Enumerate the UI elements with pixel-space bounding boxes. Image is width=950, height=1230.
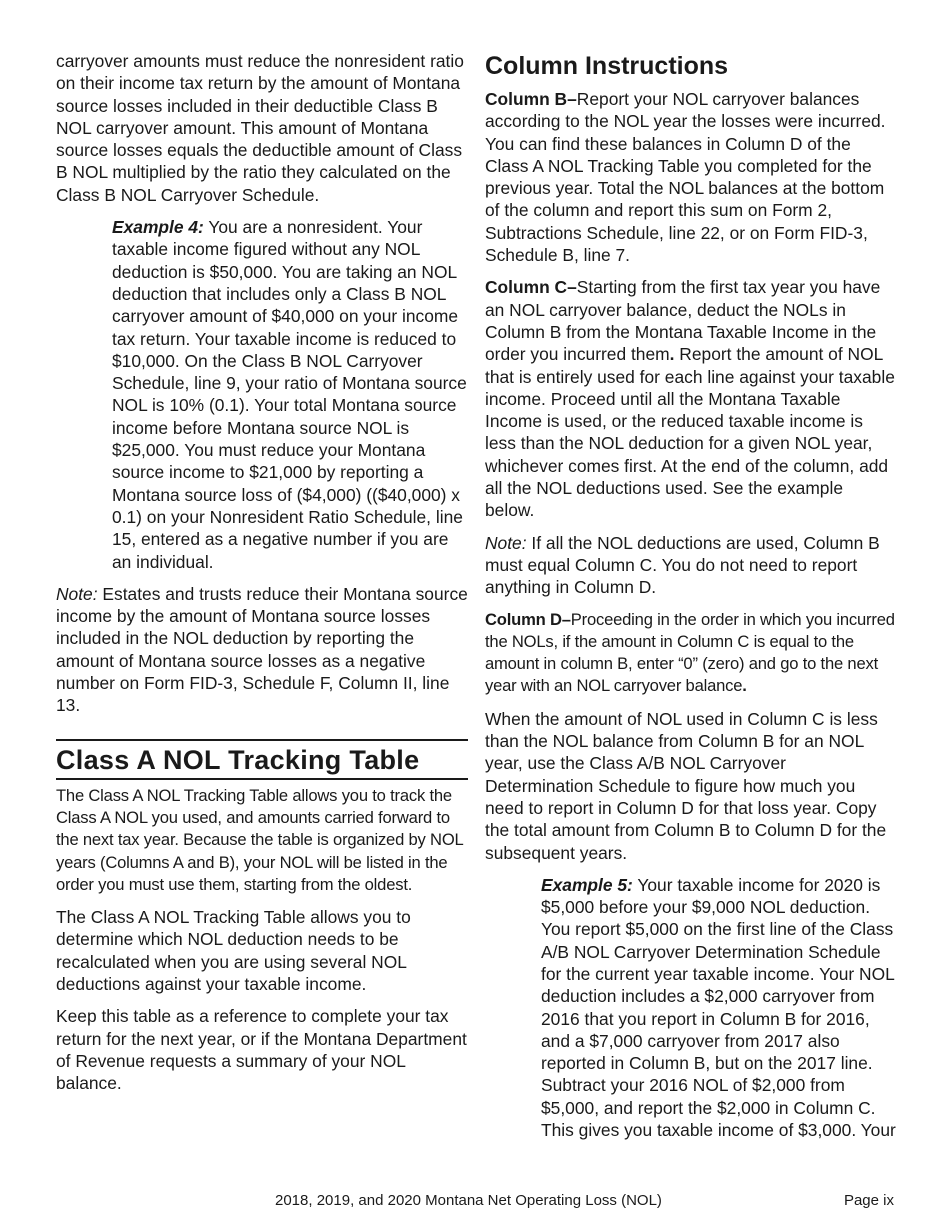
note-label: Note: [485, 532, 527, 553]
page-number: Page ix [843, 1192, 894, 1209]
note-text: Estates and trusts reduce their Montana source income by the amount of Montana source losses included in the NOL deduction by reporting the amount of Montana source losses as a negative number on Form FID-3, Schedule F, Column II, line 13. [56, 583, 468, 716]
column-c-label: Column C– [485, 277, 577, 298]
estates-note [56, 583, 468, 717]
footer-title: 2018, 2019, and 2020 Montana Net Operating Loss (NOL) [275, 1192, 662, 1209]
recalculate-paragraph: The Class A NOL Tracking Table allows you to determine which NOL deduction needs to be recalculated when you are using several NOL deductions against your taxable income. [56, 907, 411, 994]
example-5 [541, 874, 897, 1142]
column-d-instructions [485, 609, 897, 698]
example-4-label: Example 4: [112, 217, 204, 238]
example-4 [112, 216, 468, 573]
column-c-instructions [485, 276, 897, 521]
reference-paragraph: Keep this table as a reference to complete your tax return for the next year, or if the Montana Department of Revenue requests a summary of your NOL balance. [56, 1006, 467, 1094]
example-5-text: Your taxable income for 2020 is $5,000 before your $9,000 NOL deduction. You report $5,000 on the first line of the Class A/B NOL Carryover Determination Schedule for the current year taxable income. Your NOL deduction includes a $2,000 carryover from 2016 that you report in Column B for 2016, and a $7,000 carryover from 2017 also reported in Column B, but on the 2017 line. Subtract your 2016 NOL of $2,000 from $5,000, and report the $2,000 in Column C. This gives you taxable income of $3,000. Your [541, 874, 896, 1141]
note-label: Note: [56, 583, 98, 604]
column-c-text: Starting from the first tax year you have an NOL carryover balance, deduct the NOLs in Column B from the Montana Taxable Income in the order you incurred them [485, 277, 881, 365]
note-text: If all the NOL deductions are used, Column B must equal Column C. You do not need to report anything in Column D. [485, 532, 880, 598]
column-c-period: . [669, 344, 675, 365]
left-column [56, 50, 468, 1104]
right-column [485, 50, 897, 1151]
column-note [485, 532, 897, 599]
section-heading-class-a: Class A NOL Tracking Table [56, 739, 468, 780]
example-4-text: You are a nonresident. Your taxable income figured without any NOL deduction is $50,000. You are taking an NOL deduction that includes only a Class B NOL carryover amount of $40,000 on your income tax return. Your taxable income is reduced to $10,000. On the Class B NOL Carryover Schedule, line 9, your ratio of Montana source NOL is 10% (0.1). Your total Montana source income before Montana source NOL is $25,000. You must reduce your Montana source income to $21,000 by reporting a Montana source loss of ($4,000) (($40,000) x 0.1) on your Nonresident Ratio Schedule, line 15, entered as a negative number if you are an individual. [112, 217, 467, 572]
column-c-text-2: Report the amount of NOL that is entirely used for each line against your taxable income. Proceed until all the Montana Taxable Income is used, or the reduced taxable income is less than the NOL deduction for a given NOL year, whichever comes first. At the end of the column, add all the NOL deductions used. See the example below. [485, 344, 895, 521]
column-d-label: Column D– [485, 609, 571, 629]
column-b-text: Report your NOL carryover balances according to the NOL year the losses were incurred. You can find these balances in Column D of the Class A NOL Tracking Table you completed for the previous year. Total the NOL balances at the bottom of the column and report this sum on Form 2, Subtractions Schedule, line 22, or on Form FID-3, Schedule B, line 7. [485, 89, 886, 266]
column-d-period: . [742, 676, 747, 696]
column-d-text: Proceeding in the order in which you incurred the NOLs, if the amount in Column C is equal to the amount in column B, enter “0” (zero) and go to the next year with an NOL carryover balance [485, 609, 895, 696]
example-5-label: Example 5: [541, 874, 633, 895]
when-amount-paragraph: When the amount of NOL used in Column C is less than the NOL balance from Column B for an NOL year, use the Class A/B NOL Carryover Determination Schedule to figure how much you need to report in Column D for that loss year. Copy the total amount from Column B to Column D for the subsequent years. [485, 708, 887, 863]
tracking-table-paragraph: The Class A NOL Tracking Table allows you to track the Class A NOL you used, and amounts carried forward to the next tax year. Because the table is organized by NOL years (Columns A and B), your NOL will be listed in the order you must use them, starting from the oldest. [56, 785, 463, 894]
intro-paragraph: carryover amounts must reduce the nonresident ratio on their income tax return by the amount of Montana source losses included in their deductible Class B NOL carryover amount. This amount of Montana source losses equals the deductible amount of Class B NOL multiplied by the ratio they calculated on the Class B NOL Carryover Schedule. [56, 51, 464, 205]
column-b-label: Column B– [485, 89, 577, 109]
section-heading-column-instructions: Column Instructions [485, 52, 729, 80]
column-b-instructions [485, 88, 897, 266]
